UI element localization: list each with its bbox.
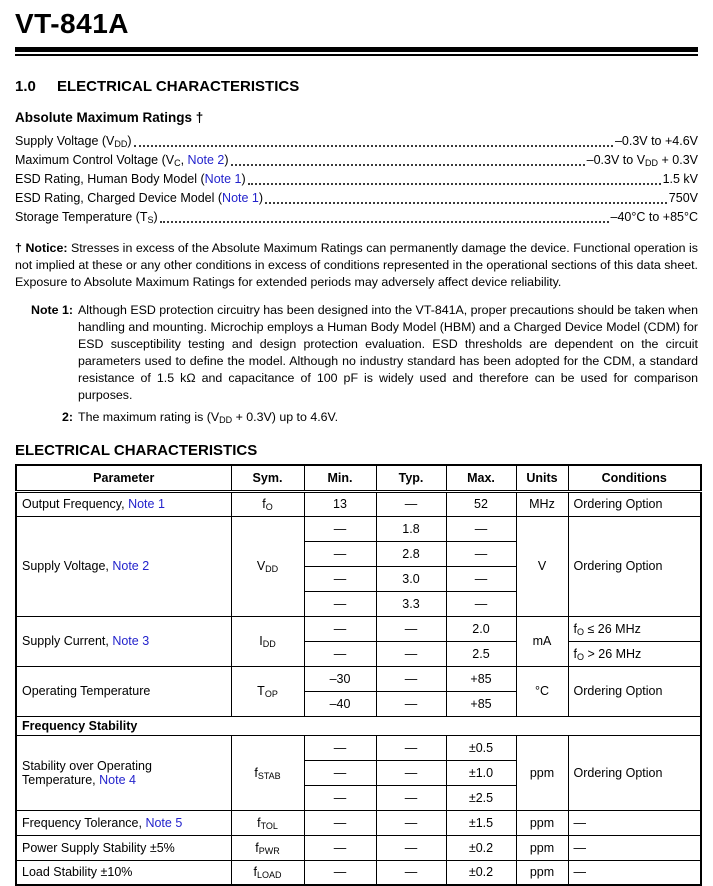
cell-sym: $T_{OP}$: [231, 666, 304, 716]
cell-parameter: Output Frequency, Note 1: [16, 491, 231, 516]
rating-label: ESD Rating, Charged Device Model (Note 1): [15, 191, 264, 205]
cell-conditions: Ordering Option: [568, 491, 701, 516]
cell-typ: 3.3: [376, 591, 446, 616]
rating-value: 750V: [668, 191, 698, 205]
notice-label: † Notice:: [15, 241, 68, 255]
col-header-max: Max.: [446, 465, 516, 491]
row-frequency-stability-header: [16, 716, 701, 735]
note3-link[interactable]: Note 3: [112, 634, 150, 648]
cell-conditions: —: [568, 835, 701, 860]
note2-label: 2:: [61, 410, 73, 424]
cell-min: —: [304, 591, 376, 616]
cell-max: +85: [446, 666, 516, 691]
note2-link[interactable]: Note 2: [112, 559, 150, 573]
cell-units: °C: [516, 666, 568, 716]
cell-min: —: [304, 641, 376, 666]
dot-leader: [265, 202, 667, 204]
cell-typ: 1.8: [376, 516, 446, 541]
cell-sym: $I_{DD}$: [231, 616, 304, 666]
cell-min: –30: [304, 666, 376, 691]
cell-units: MHz: [516, 491, 568, 516]
cell-min: —: [304, 516, 376, 541]
cell-typ: 2.8: [376, 541, 446, 566]
cell-units: mA: [516, 616, 568, 666]
note2-text: The maximum rating is $(V_{DD} + 0.3V)$ up to 4.6V.: [78, 410, 339, 425]
cell-conditions: $f_O \le 26$ MHz: [568, 616, 701, 641]
rating-storage-temp: [15, 208, 698, 227]
cell-conditions: —: [568, 810, 701, 835]
cell-sym: $f_{LOAD}$: [231, 860, 304, 885]
cell-max: ±0.5: [446, 735, 516, 760]
note2-link[interactable]: Note 2: [187, 153, 225, 167]
cell-typ: —: [376, 735, 446, 760]
ec-table-title: ELECTRICAL CHARACTERISTICS: [15, 442, 258, 459]
notice-paragraph: [15, 240, 698, 291]
section-heading: [15, 78, 698, 95]
cell-typ: —: [376, 616, 446, 641]
col-header-min: Min.: [304, 465, 376, 491]
cell-max: +85: [446, 691, 516, 716]
cell-parameter: Power Supply Stability ±5%: [16, 835, 231, 860]
note5-link[interactable]: Note 5: [145, 815, 183, 830]
cell-max: 2.5: [446, 641, 516, 666]
cell-min: —: [304, 810, 376, 835]
cell-min: —: [304, 566, 376, 591]
table-header-row: [16, 465, 701, 491]
cell-conditions: $f_O > 26$ MHz: [568, 641, 701, 666]
note1-label: Note 1:: [31, 303, 73, 317]
cell-max: —: [446, 516, 516, 541]
col-header-parameter: Parameter: [16, 465, 231, 491]
cell-sym: $f_{TOL}$: [231, 810, 304, 835]
cell-units: ppm: [516, 835, 568, 860]
cell-min: –40: [304, 691, 376, 716]
cell-parameter: Supply Current, Note 3: [16, 616, 231, 666]
note-2: [15, 409, 698, 426]
electrical-characteristics-table: [15, 464, 702, 886]
col-header-typ: Typ.: [376, 465, 446, 491]
cell-typ: —: [376, 860, 446, 885]
abs-max-ratings-title: Absolute Maximum Ratings †: [15, 110, 204, 125]
cell-parameter: Stability over Operating Temperature, Note 4: [16, 735, 231, 810]
cell-typ: 3.0: [376, 566, 446, 591]
dot-leader: [134, 145, 613, 147]
cell-typ: —: [376, 760, 446, 785]
rating-esd-cdm: [15, 189, 698, 208]
note-1: [15, 302, 698, 404]
rating-label: Maximum Control Voltage ($V_C$, Note 2): [15, 153, 229, 168]
cell-parameter: Frequency Tolerance, Note 5: [16, 810, 231, 835]
col-header-conditions: Conditions: [568, 465, 701, 491]
cell-conditions: —: [568, 860, 701, 885]
cell-max: —: [446, 541, 516, 566]
cell-max: ±1.0: [446, 760, 516, 785]
cell-typ: —: [376, 785, 446, 810]
row-load-stability: [16, 860, 701, 885]
note1-text: Although ESD protection circuitry has been designed into the VT-841A, proper precautions should be taken when handling and mounting. Microchip employs a Human Body Model (HBM) and a Charged Device Model (CDM) for ESD susceptibility testing and design protection evaluation. ESD thresholds are dependent on the circuit parameters used to define the model. Although no industry standard has been adopted for the CDM, a standard resistance of 1.5 kΩ and capacitance of 100 pF is widely used and therefore can be used for comparison purposes.: [78, 303, 698, 402]
cell-conditions: Ordering Option: [568, 735, 701, 810]
cell-parameter: Operating Temperature: [16, 666, 231, 716]
dot-leader: [231, 164, 585, 166]
row-frequency-tolerance: [16, 810, 701, 835]
notes-block: [15, 302, 698, 426]
cell-conditions: Ordering Option: [568, 516, 701, 616]
rating-label: Supply Voltage $(V_{DD})$: [15, 134, 132, 149]
cell-typ: —: [376, 641, 446, 666]
rating-value: –0.3V to +4.6V: [614, 134, 698, 148]
row-operating-temperature-1: [16, 666, 701, 691]
rating-value: –0.3V to $V_{DD} + 0.3V$: [586, 153, 698, 168]
cell-typ: —: [376, 666, 446, 691]
section-title: ELECTRICAL CHARACTERISTICS: [57, 78, 300, 95]
row-power-supply-stability: [16, 835, 701, 860]
cell-units: ppm: [516, 810, 568, 835]
note1-link[interactable]: Note 1: [204, 172, 242, 186]
dot-leader: [160, 221, 609, 223]
cell-conditions: Ordering Option: [568, 666, 701, 716]
cell-max: ±0.2: [446, 860, 516, 885]
cell-min: —: [304, 785, 376, 810]
col-header-sym: Sym.: [231, 465, 304, 491]
dot-leader: [248, 183, 661, 185]
rating-value: 1.5 kV: [662, 172, 698, 186]
frequency-stability-section-label: Frequency Stability: [16, 716, 701, 735]
col-header-units: Units: [516, 465, 568, 491]
rating-label: Storage Temperature $(T_S)$: [15, 210, 158, 225]
cell-typ: —: [376, 810, 446, 835]
row-output-frequency: [16, 491, 701, 516]
cell-min: —: [304, 860, 376, 885]
cell-max: 52: [446, 491, 516, 516]
cell-sym: $f_{STAB}$: [231, 735, 304, 810]
cell-min: —: [304, 760, 376, 785]
cell-min: —: [304, 735, 376, 760]
header-rule-thick: [15, 47, 698, 52]
note1-link[interactable]: Note 1: [222, 191, 259, 205]
row-supply-current-1: [16, 616, 701, 641]
rating-value: –40°C to +85°C: [610, 210, 698, 224]
cell-max: ±1.5: [446, 810, 516, 835]
cell-sym: $V_{DD}$: [231, 516, 304, 616]
cell-sym: $f_{PWR}$: [231, 835, 304, 860]
cell-max: —: [446, 591, 516, 616]
cell-units: ppm: [516, 860, 568, 885]
row-stability-1: [16, 735, 701, 760]
cell-units: ppm: [516, 735, 568, 810]
cell-max: ±2.5: [446, 785, 516, 810]
rating-label: ESD Rating, Human Body Model (Note 1): [15, 172, 246, 186]
abs-max-ratings-list: [15, 132, 698, 227]
cell-min: —: [304, 616, 376, 641]
note4-link[interactable]: Note 4: [99, 772, 136, 787]
cell-units: V: [516, 516, 568, 616]
note1-link[interactable]: Note 1: [128, 497, 165, 511]
cell-parameter: Supply Voltage, Note 2: [16, 516, 231, 616]
cell-min: 13: [304, 491, 376, 516]
page-title: VT-841A: [15, 8, 129, 39]
cell-min: —: [304, 835, 376, 860]
cell-max: —: [446, 566, 516, 591]
rating-esd-hbm: [15, 170, 698, 189]
cell-typ: —: [376, 835, 446, 860]
rating-supply-voltage: [15, 132, 698, 151]
notice-text: Stresses in excess of the Absolute Maximum Ratings can permanently damage the device. Functional operation is not implied at these or any other conditions in excess of conditions represented in the operational sections of this data sheet. Exposure to Absolute Maximum Ratings for extended periods may adversely affect device reliability.: [15, 241, 699, 289]
cell-max: 2.0: [446, 616, 516, 641]
section-number: 1.0: [15, 78, 36, 95]
rating-control-voltage: [15, 151, 698, 170]
cell-min: —: [304, 541, 376, 566]
cell-sym: $f_O$: [231, 491, 304, 516]
cell-parameter: Load Stability ±10%: [16, 860, 231, 885]
row-supply-voltage-1: [16, 516, 701, 541]
cell-typ: —: [376, 691, 446, 716]
cell-typ: —: [376, 491, 446, 516]
cell-max: ±0.2: [446, 835, 516, 860]
header-rule-thin: [15, 54, 698, 56]
